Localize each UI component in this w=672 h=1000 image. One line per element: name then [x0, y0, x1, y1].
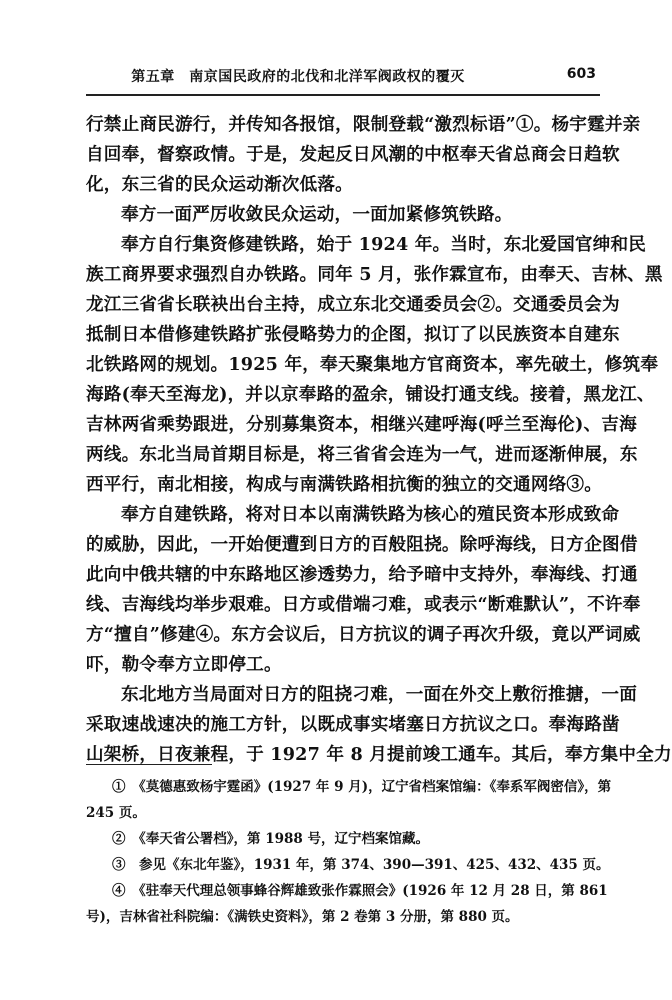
text-line: 的威胁，因此，一开始便遭到日方的百般阻挠。除呼海线，日方企图借	[86, 534, 638, 555]
footnote-line: ① 《莫德惠致杨宇霆函》(1927 年 9 月)，辽宁省档案馆编：《奉系军阀密信》，第	[112, 779, 612, 795]
text-line: 吉林两省乘势跟进，分别募集资本，相继兴建呼海(呼兰至海伦)、吉海	[86, 414, 637, 435]
text-line: 此向中俄共辖的中东路地区渗透势力，给予暗中支持外，奉海线、打通	[86, 564, 638, 585]
page-number: 603	[566, 66, 596, 82]
footnote-rule	[86, 764, 212, 765]
chapter-title: 第五章 南京国民政府的北伐和北洋军阀政权的覆灭	[131, 69, 465, 85]
text-line: 北铁路网的规划。1925 年，奉天聚集地方官商资本，率先破土，修筑奉	[86, 354, 659, 375]
text-line: 奉方自行集资修建铁路，始于 1924 年。当时，东北爱国官绅和民	[121, 234, 647, 255]
footnote-line: ④ 《驻奉天代理总领事蜂谷辉雄致张作霖照会》(1926 年 12 月 28 日，第 861	[112, 883, 608, 899]
text-line: 自回奉，督察政情。于是，发起反日风潮的中枢奉天省总商会日趋软	[86, 144, 620, 165]
text-line: 吓，勒令奉方立即停工。	[86, 654, 282, 675]
text-line: 龙江三省省长联袂出台主持，成立东北交通委员会②。交通委员会为	[86, 294, 620, 315]
header-rule	[86, 94, 600, 96]
text-line: 两线。东北当局首期目标是，将三省省会连为一气，进而逐渐伸展，东	[86, 444, 638, 465]
text-line: 线、吉海线均举步艰难。日方或借端刁难，或表示“断难默认”，不许奉	[86, 594, 641, 615]
footnote-line: ③ 参见《东北年鉴》，1931 年，第 374、390—391、425、432、435 页。	[112, 857, 610, 873]
text-line: 行禁止商民游行，并传知各报馆，限制登载“激烈标语”①。杨宇霆并亲	[86, 114, 641, 135]
body-text	[86, 110, 672, 770]
text-line: 奉方一面严厉收敛民众运动，一面加紧修筑铁路。	[121, 204, 513, 225]
text-line: 东北地方当局面对日方的阻挠刁难，一面在外交上敷衍推搪，一面	[121, 684, 638, 705]
text-line: 奉方自建铁路，将对日本以南满铁路为核心的殖民资本形成致命	[121, 504, 620, 525]
footnotes	[86, 774, 612, 930]
running-header	[86, 66, 600, 90]
footnote-line: 245 页。	[86, 805, 146, 821]
text-line: 方“擅自”修建④。东方会议后，日方抗议的调子再次升级，竟以严词威	[86, 624, 641, 645]
text-line: 山架桥，日夜兼程，于 1927 年 8 月提前竣工通车。其后，奉方集中全力	[86, 744, 672, 765]
text-line: 西平行，南北相接，构成与南满铁路相抗衡的独立的交通网络③。	[86, 474, 603, 495]
text-line: 海路(奉天至海龙)，并以京奉路的盈余，铺设打通支线。接着，黑龙江、	[86, 384, 655, 405]
text-line: 化，东三省的民众运动渐次低落。	[86, 174, 353, 195]
text-line: 族工商界要求强烈自办铁路。同年 5 月，张作霖宣布，由奉天、吉林、黑	[86, 264, 663, 285]
text-line: 采取速战速决的施工方针，以既成事实堵塞日方抗议之口。奉海路凿	[86, 714, 620, 735]
footnote-line: 号)，吉林省社科院编：《满铁史资料》，第 2 卷第 3 分册，第 880 页。	[86, 909, 519, 925]
footnote-line: ② 《奉天省公署档》，第 1988 号，辽宁档案馆藏。	[112, 831, 429, 847]
text-line: 抵制日本借修建铁路扩张侵略势力的企图，拟订了以民族资本自建东	[86, 324, 620, 345]
